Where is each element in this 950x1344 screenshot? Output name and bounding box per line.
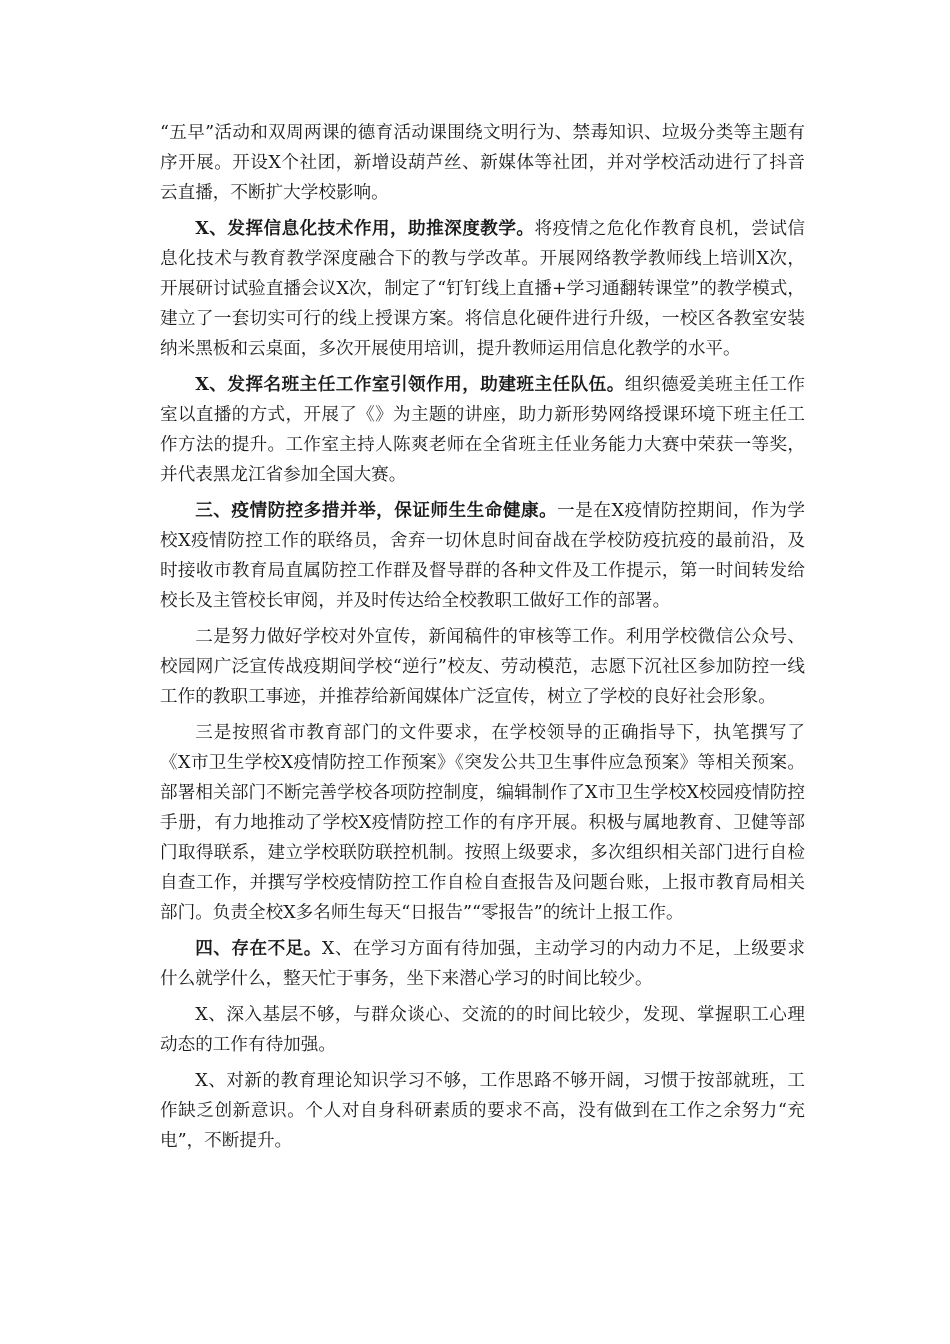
paragraph-5-text: 二是努力做好学校对外宣传，新闻稿件的审核等工作。利用学校微信公众号、校园网广泛宣传战疫期间学校“逆行”校友、劳动模范，志愿下沉社区参加防控一线工作的教职工事迹，并推荐给新闻媒体广泛宣传，树立了学校的良好社会形象。 bbox=[160, 627, 805, 707]
paragraph-3 bbox=[160, 370, 805, 490]
paragraph-8 bbox=[160, 1000, 805, 1060]
document-body bbox=[160, 118, 805, 1162]
paragraph-9 bbox=[160, 1066, 805, 1156]
paragraph-9-text: X、对新的教育理论知识学习不够，工作思路不够开阔，习惯于按部就班，工作缺乏创新意识。个人对自身科研素质的要求不高，没有做到在工作之余努力“充电”，不断提升。 bbox=[160, 1071, 805, 1151]
paragraph-4-text: 一是在X疫情防控期间，作为学校X疫情防控工作的联络员，舍弃一切休息时间奋战在学校防疫抗疫的最前沿，及时接收市教育局直属防控工作群及督导群的各种文件及工作提示，第一时间转发给校长及主管校长审阅，并及时传达给全校教职工做好工作的部署。 bbox=[160, 501, 805, 611]
paragraph-4 bbox=[160, 496, 805, 616]
paragraph-6 bbox=[160, 718, 805, 928]
paragraph-2 bbox=[160, 214, 805, 364]
paragraph-3-heading: X、发挥名班主任工作室引领作用，助建班主任队伍。 bbox=[195, 374, 625, 395]
paragraph-1-text: “五早”活动和双周两课的德育活动课围绕文明行为、禁毒知识、垃圾分类等主题有序开展。开设X个社团，新增设葫芦丝、新媒体等社团，并对学校活动进行了抖音云直播，不断扩大学校影响。 bbox=[160, 123, 805, 203]
paragraph-2-text: 将疫情之危化作教育良机，尝试信息化技术与教育教学深度融合下的教与学改革。开展网络教学教师线上培训X次，开展研讨试验直播会议X次，制定了“钉钉线上直播+学习通翻转课堂”的教学模式，建立了一套切实可行的线上授课方案。将信息化硬件进行升级，一校区各教室安装纳米黑板和云桌面，多次开展使用培训，提升教师运用信息化教学的水平。 bbox=[160, 219, 805, 359]
paragraph-4-heading: 三、疫情防控多措并举，保证师生生命健康。 bbox=[195, 500, 558, 521]
paragraph-2-heading: X、发挥信息化技术作用，助推深度教学。 bbox=[195, 218, 535, 239]
paragraph-7-text: X、在学习方面有待加强，主动学习的内动力不足，上级要求什么就学什么，整天忙于事务，坐下来潜心学习的时间比较少。 bbox=[160, 939, 805, 989]
paragraph-8-text: X、深入基层不够，与群众谈心、交流的的时间比较少，发现、掌握职工心理动态的工作有待加强。 bbox=[160, 1005, 805, 1055]
paragraph-3-text: 组织德爱美班主任工作室以直播的方式，开展了《》为主题的讲座，助力新形势网络授课环境下班主任工作方法的提升。工作室主持人陈爽老师在全省班主任业务能力大赛中荣获一等奖，并代表黑龙江省参加全国大赛。 bbox=[160, 375, 805, 485]
paragraph-7 bbox=[160, 934, 805, 994]
paragraph-6-text: 三是按照省市教育部门的文件要求，在学校领导的正确指导下，执笔撰写了《X市卫生学校X疫情防控工作预案》《突发公共卫生事件应急预案》等相关预案。部署相关部门不断完善学校各项防控制度，编辑制作了X市卫生学校X校园疫情防控手册，有力地推动了学校X疫情防控工作的有序开展。积极与属地教育、卫健等部门取得联系，建立学校联防联控机制。按照上级要求，多次组织相关部门进行自检自查工作，并撰写学校疫情防控工作自检自查报告及问题台账，上报市教育局相关部门。负责全校X多名师生每天“日报告”“零报告”的统计上报工作。 bbox=[160, 723, 805, 923]
paragraph-7-heading: 四、存在不足。 bbox=[195, 938, 322, 959]
paragraph-1 bbox=[160, 118, 805, 208]
paragraph-5 bbox=[160, 622, 805, 712]
